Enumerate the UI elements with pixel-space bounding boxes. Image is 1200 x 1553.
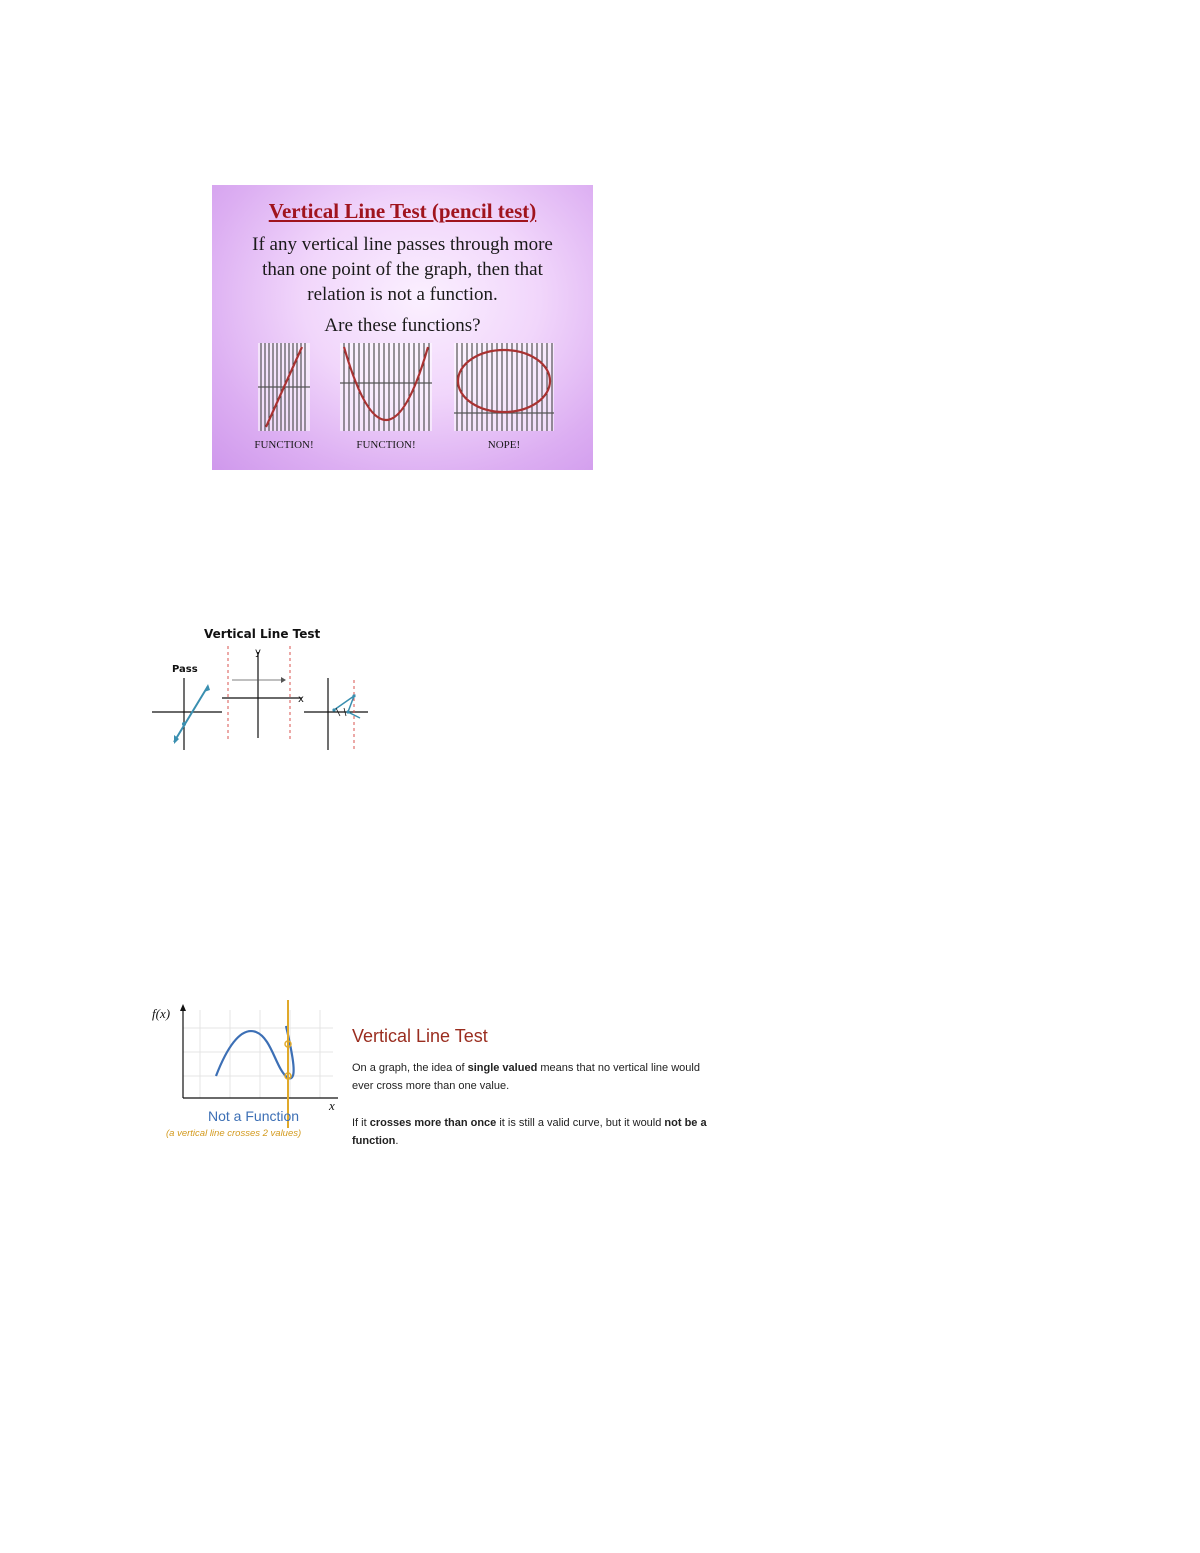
caption-nope: NOPE! bbox=[487, 439, 521, 451]
not-a-function-figure bbox=[148, 1000, 718, 1150]
paragraph-text: If it bbox=[352, 1117, 370, 1129]
x-axis-label: x bbox=[298, 694, 304, 705]
graph-ellipse bbox=[454, 343, 554, 431]
emphasis-text: single valued bbox=[467, 1062, 538, 1074]
slide-question: Are these functions? bbox=[324, 315, 481, 336]
not-a-function-label: Not a Function bbox=[208, 1108, 300, 1124]
emphasis-text: crosses more than once bbox=[369, 1117, 497, 1129]
paragraph-text: . bbox=[395, 1135, 399, 1147]
graph-parabola bbox=[340, 343, 432, 431]
section-heading: Vertical Line Test bbox=[352, 1026, 488, 1046]
paragraph-crosses-more-than-once bbox=[352, 1114, 722, 1150]
paragraph-text: means that no vertical line would ever cross more than one value. bbox=[352, 1062, 700, 1092]
x-axis-label: x bbox=[329, 1098, 335, 1113]
caption-function-1: FUNCTION! bbox=[254, 439, 314, 451]
slide-text-line-2: than one point of the graph, then that bbox=[262, 259, 543, 280]
graph-steep-line bbox=[258, 343, 310, 431]
diagram-graphs bbox=[148, 622, 378, 757]
graph-caption: (a vertical line crosses 2 values) bbox=[166, 1128, 302, 1139]
slide-text-line-3: relation is not a function. bbox=[307, 284, 498, 305]
diagram-title: Vertical Line Test bbox=[204, 627, 321, 641]
pass-label: Pass bbox=[172, 664, 198, 675]
paragraph-text: On a graph, the idea of bbox=[352, 1062, 468, 1074]
emphasis-text: not be a function bbox=[352, 1117, 707, 1147]
slide-text-line-1: If any vertical line passes through more bbox=[252, 234, 553, 255]
y-axis-label: y bbox=[255, 647, 261, 658]
caption-function-2: FUNCTION! bbox=[356, 439, 416, 451]
paragraph-text: it is still a valid curve, but it would bbox=[496, 1117, 665, 1129]
slide-title: Vertical Line Test (pencil test) bbox=[268, 199, 537, 223]
y-axis-label: f(x) bbox=[152, 1006, 171, 1021]
slide-figure bbox=[212, 185, 593, 470]
paragraph-single-valued bbox=[352, 1059, 722, 1095]
vertical-line-test-diagram bbox=[148, 622, 378, 757]
